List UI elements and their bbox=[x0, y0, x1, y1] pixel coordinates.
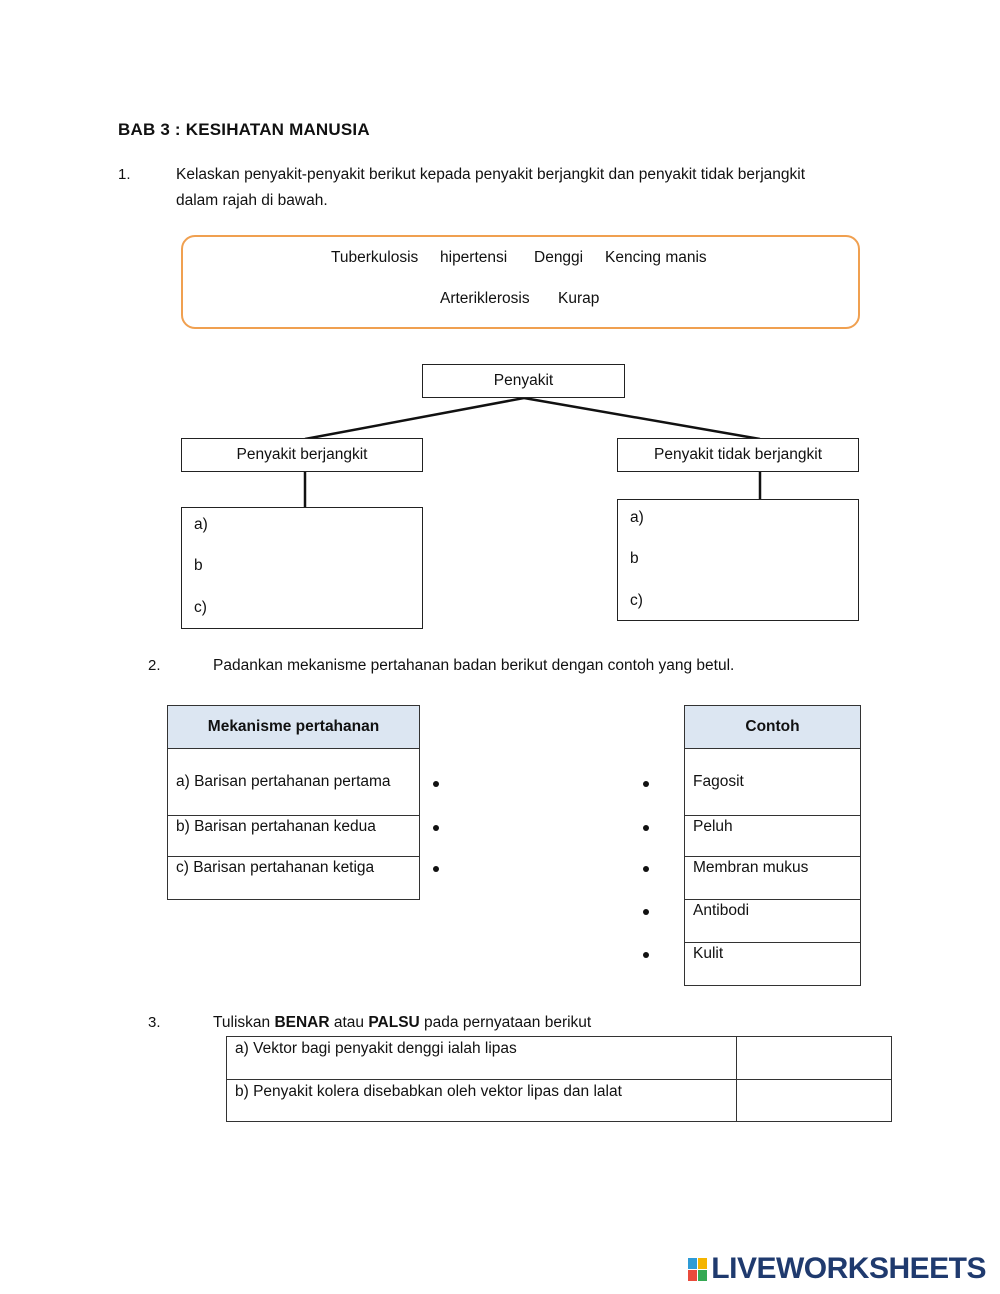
example-row-kulit: Kulit bbox=[685, 943, 861, 986]
left-answer-box[interactable] bbox=[181, 507, 423, 629]
q1-text-line1: Kelaskan penyakit-penyakit berikut kepada penyakit berjangkit dan penyakit tidak berjangkit bbox=[176, 166, 805, 183]
word-denggi[interactable]: Denggi bbox=[534, 249, 584, 266]
mechanism-header: Mekanisme pertahanan bbox=[168, 706, 420, 749]
match-dot-left-c[interactable] bbox=[433, 866, 439, 872]
right-item-c: c) bbox=[630, 592, 643, 609]
word-kurap[interactable]: Kurap bbox=[558, 290, 600, 307]
answer-cell-b[interactable] bbox=[737, 1080, 892, 1122]
match-dot-right-fagosit[interactable] bbox=[643, 781, 649, 787]
match-dot-right-peluh[interactable] bbox=[643, 825, 649, 831]
example-table bbox=[684, 705, 861, 986]
mechanism-row-c: c) Barisan pertahanan ketiga bbox=[168, 857, 420, 900]
word-kencing-manis[interactable]: Kencing manis bbox=[605, 249, 707, 266]
right-item-a: a) bbox=[630, 509, 644, 526]
q3-benar: BENAR bbox=[274, 1014, 330, 1031]
q3-text-prefix: Tuliskan bbox=[213, 1014, 275, 1031]
brand-text: LIVEWORKSHEETS bbox=[711, 1252, 986, 1285]
q3-number: 3. bbox=[148, 1014, 161, 1031]
example-row-fagosit: Fagosit bbox=[685, 749, 861, 816]
page-title: BAB 3 : KESIHATAN MANUSIA bbox=[118, 120, 370, 139]
mechanism-table bbox=[167, 705, 420, 900]
statement-a: a) Vektor bagi penyakit denggi ialah lipas bbox=[227, 1037, 737, 1080]
q3-text-mid: atau bbox=[329, 1014, 369, 1031]
match-dot-right-membran-mukus[interactable] bbox=[643, 866, 649, 872]
left-branch-label: Penyakit berjangkit bbox=[236, 446, 368, 463]
example-row-membran-mukus: Membran mukus bbox=[685, 857, 861, 900]
right-answer-box[interactable] bbox=[617, 499, 859, 621]
example-row-peluh: Peluh bbox=[685, 816, 861, 857]
word-bank-box bbox=[181, 235, 860, 329]
q1-number: 1. bbox=[118, 166, 131, 183]
q2-text: Padankan mekanisme pertahanan badan berikut dengan contoh yang betul. bbox=[213, 657, 735, 674]
right-item-b: b bbox=[630, 550, 639, 567]
word-tuberkulosis[interactable]: Tuberkulosis bbox=[331, 249, 419, 266]
mechanism-row-a: a) Barisan pertahanan pertama bbox=[168, 749, 420, 816]
match-dot-right-kulit[interactable] bbox=[643, 952, 649, 958]
liveworksheets-mark-icon bbox=[688, 1258, 707, 1281]
true-false-table bbox=[226, 1036, 892, 1122]
q3-palsu: PALSU bbox=[368, 1014, 420, 1031]
statement-b: b) Penyakit kolera disebabkan oleh vektor lipas dan lalat bbox=[227, 1080, 737, 1122]
match-dot-left-b[interactable] bbox=[433, 825, 439, 831]
mechanism-row-b: b) Barisan pertahanan kedua bbox=[168, 816, 420, 857]
right-branch-box bbox=[617, 438, 859, 472]
example-header: Contoh bbox=[685, 706, 861, 749]
left-branch-box bbox=[181, 438, 423, 472]
q3-text-suffix: pada pernyataan berikut bbox=[419, 1014, 592, 1031]
right-branch-label: Penyakit tidak berjangkit bbox=[653, 446, 822, 463]
answer-cell-a[interactable] bbox=[737, 1037, 892, 1080]
example-row-antibodi: Antibodi bbox=[685, 900, 861, 943]
tree-root-label: Penyakit bbox=[493, 372, 554, 389]
q3-text bbox=[213, 1010, 591, 1036]
left-item-a: a) bbox=[194, 516, 208, 533]
left-item-c: c) bbox=[194, 599, 207, 616]
left-item-b: b bbox=[194, 557, 203, 574]
tree-root-box bbox=[422, 364, 625, 398]
q2-number: 2. bbox=[148, 657, 161, 674]
q1-text-line2: dalam rajah di bawah. bbox=[176, 192, 328, 209]
liveworksheets-logo bbox=[688, 1252, 986, 1286]
match-dot-left-a[interactable] bbox=[433, 781, 439, 787]
match-dot-right-antibodi[interactable] bbox=[643, 909, 649, 915]
word-hipertensi[interactable]: hipertensi bbox=[440, 249, 508, 266]
word-arteriklerosis[interactable]: Arteriklerosis bbox=[440, 290, 530, 307]
